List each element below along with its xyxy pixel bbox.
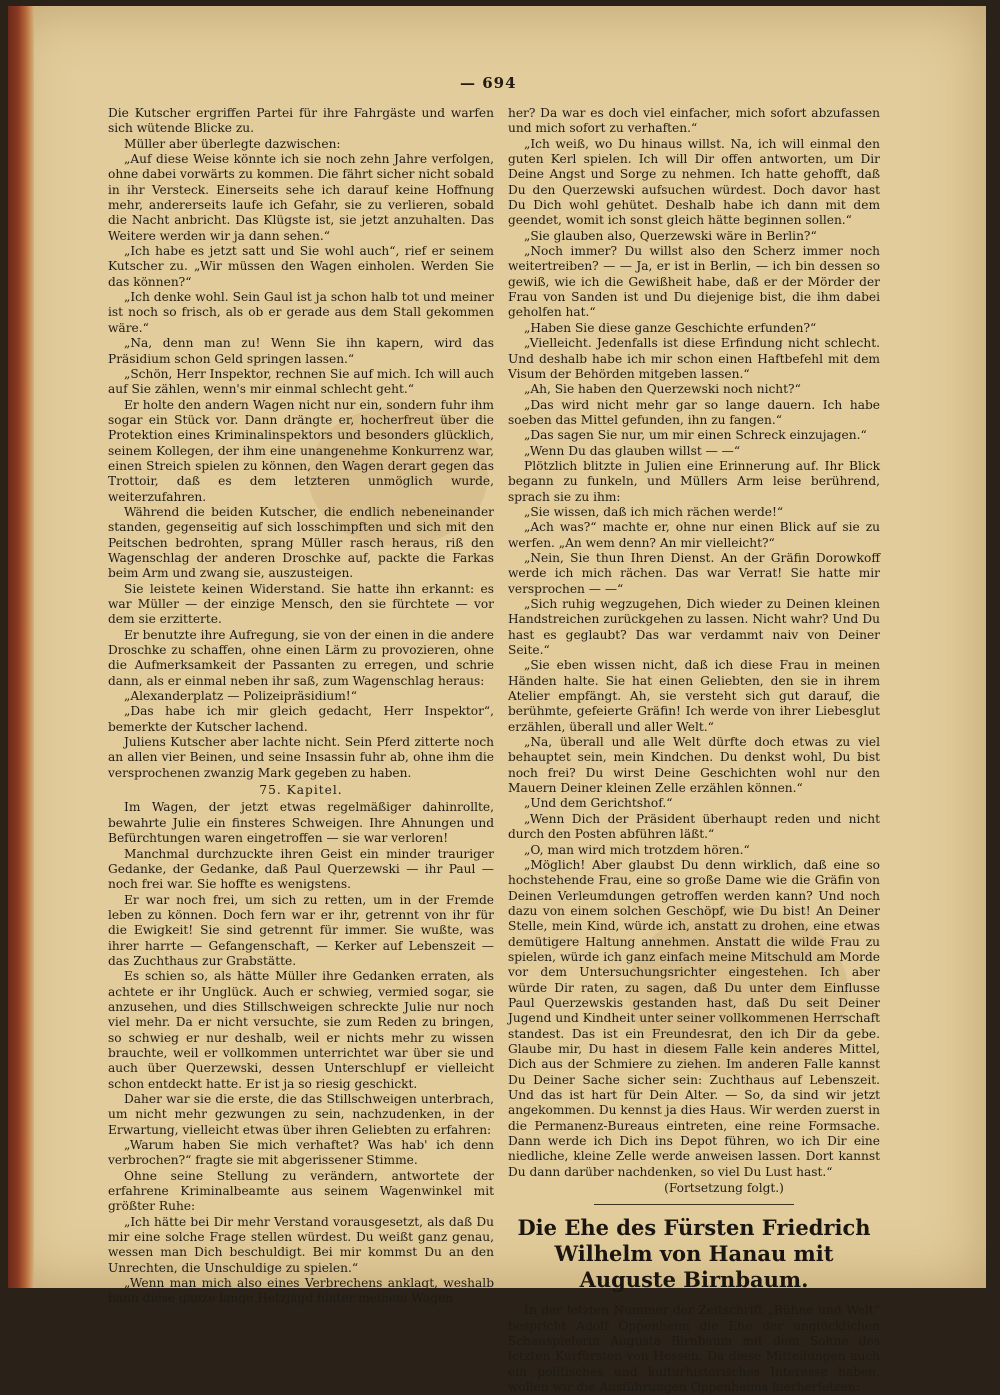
paragraph: Sie leistete keinen Widerstand. Sie hatte ihn erkannt: es war Müller — der einzige Mensch, den sie fürchtete — vor dem sie erzitterte. xyxy=(108,581,494,627)
paragraph: Juliens Kutscher aber lachte nicht. Sein Pferd zitterte noch an allen vier Beinen, und seine Insassin fuhr ab, ohne ihm die versprochenen zwanzig Mark gegeben zu haben. xyxy=(108,735,494,780)
paragraph: „Wenn Dich der Präsident überhaupt reden und nicht durch den Posten abführen läßt.“ xyxy=(508,811,880,842)
paragraph: Daher war sie die erste, die das Stillschweigen unterbrach, um nicht mehr gezwungen zu sein, nachzudenken, in der Erwartung, vielleicht etwas über ihren Geliebten zu erfahren: xyxy=(108,1092,494,1137)
right-column xyxy=(508,106,880,1395)
paragraph: „Das wird nicht mehr gar so lange dauern. Ich habe soeben das Mittel gefunden, ihn zu fangen.“ xyxy=(508,397,880,427)
paragraph: „Sich ruhig wegzugehen, Dich wieder zu Deinen kleinen Handstreichen zurückgehen zu lassen. Nicht wahr? Und Du hast es geglaubt? Das war verdammt naiv von Deiner Seite.“ xyxy=(508,597,880,658)
paragraph: „Sie wissen, daß ich mich rächen werde!“ xyxy=(524,504,784,519)
paragraph: „Ich habe es jetzt satt und Sie wohl auch“, rief er seinem Kutscher zu. „Wir müssen den Wagen einholen. Werden Sie das können?“ xyxy=(108,244,494,289)
paragraph: „Auf diese Weise könnte ich sie noch zehn Jahre verfolgen, ohne dabei vorwärts zu kommen. Die fährt sicher nicht sobald in ihr Versteck. Einerseits sehe ich darauf keine Hoffnung mehr, andererseits laufe ich Gefahr, sie zu verlieren, sobald die Nacht anbricht. Das Klügste ist, sie jetzt anzuhalten. Das Weitere werden wir ja dann sehen.“ xyxy=(108,152,494,243)
paragraph: „Na, denn man zu! Wenn Sie ihn kapern, wird das Präsidium schon Geld springen lassen.“ xyxy=(108,336,494,366)
paragraph: „Sie eben wissen nicht, daß ich diese Frau in meinen Händen halte. Sie hat einen Geliebten, den sie in ihrem Atelier empfängt. Ah, sie versteht sich gut darauf, die berühmte, gefeierte Gräfin! Ich werde von ihrer Liebesglut erzählen, überall und aller Welt.“ xyxy=(508,658,880,734)
book-binding xyxy=(8,6,34,1288)
paragraph: Im Wagen, der jetzt etwas regelmäßiger dahinrollte, bewahrte Julie ein finsteres Schweigen. Ihre Ahnungen und Befürchtungen waren eingetroffen — sie war verloren! xyxy=(108,800,494,846)
left-column xyxy=(108,106,494,1307)
paragraph: „Alexanderplatz — Polizeipräsidium!“ xyxy=(124,689,357,704)
paragraph: „Warum haben Sie mich verhaftet? Was hab' ich denn verbrochen?“ fragte sie mit abgerissener Stimme. xyxy=(108,1138,494,1168)
paragraph: Manchmal durchzuckte ihren Geist ein minder trauriger Gedanke, der Gedanke, daß Paul Querzewski — ihr Paul — noch frei war. Sie hoffte es wenigstens. xyxy=(108,846,494,892)
paragraph: „Ach was?“ machte er, ohne nur einen Blick auf sie zu werfen. „An wem denn? An mir vielleicht?“ xyxy=(508,520,880,550)
paragraph: „Noch immer? Du willst also den Scherz immer noch weitertreiben? — — Ja, er ist in Berlin, — ich bin dessen so gewiß, wie ich die Gewißheit habe, daß er der Mörder der Frau von Sanden ist und Du diejenige bist, die ihm dabei geholfen hat.“ xyxy=(508,244,880,320)
continuation-note: (Fortsetzung folgt.) xyxy=(664,1181,784,1196)
paragraph: „Ich hätte bei Dir mehr Verstand vorausgesetzt, als daß Du mir eine solche Frage stellen würdest. Du weißt ganz genau, wessen man Dich beschuldigt. Bei mir kommst Du an den Unrechten, die Unschuldige zu spielen.“ xyxy=(108,1214,494,1275)
newspaper-page xyxy=(8,6,986,1395)
paragraph: „Haben Sie diese ganze Geschichte erfunden?“ xyxy=(524,320,817,335)
paragraph: „Ich weiß, wo Du hinaus willst. Na, ich will einmal den guten Kerl spielen. Ich will Dir offen antworten, um Dir Deine Angst und Sorge zu nehmen. Ich hatte gehofft, daß Du den Querzewski aufsuchen würdest. Doch davor hast Du Dich wohl gehütet. Deshalb habe ich dann mit dem geendet, womit ich sonst gleich hätte beginnen sollen.“ xyxy=(508,136,880,228)
paragraph: Er benutzte ihre Aufregung, sie von der einen in die andere Droschke zu schaffen, ohne einen Lärm zu provozieren, ohne die Aufmerksamkeit der Passanten zu erregen, und schrie dann, als er einmal neben ihr saß, zum Wagenschlag heraus: xyxy=(108,627,494,688)
paragraph: „Wenn man mich also eines Verbrechens anklagt, weshalb bann diese ganze lange Hetzjagd hinter meinem Wagen xyxy=(108,1276,494,1306)
page-number: — 694 xyxy=(460,74,517,92)
paragraph: „Ich denke wohl. Sein Gaul ist ja schon halb tot und meiner ist noch so frisch, als ob er gerade aus dem Stall gekommen wäre.“ xyxy=(108,290,494,335)
paragraph: „Sie glauben also, Querzewski wäre in Berlin?“ xyxy=(524,228,817,243)
paragraph: Er war noch frei, um sich zu retten, um in der Fremde leben zu können. Doch fern war er ihr, getrennt von ihr für die Ewigkeit! Sie sind getrennt für immer. Sie wußte, was ihrer harrte — Gefangenschaft, — Kerker auf Lebenszeit — das Zuchthaus zur Grabstätte. xyxy=(108,892,494,968)
paragraph: Es schien so, als hätte Müller ihre Gedanken erraten, als achtete er ihr Unglück. Auch er schwieg, vermied sogar, sie anzusehen, und dies Stillschweigen schreckte Julie nur noch viel mehr. Da er nicht versuchte, sie zum Reden zu bringen, so schwieg er nur deshalb, weil er nichts mehr zu wissen brauchte, weil er vollkommen unterrichtet war über sie und auch über Querzewski, dessen Unterschlupf er vielleicht schon entdeckt hatte. Er ist ja so riesig geschickt. xyxy=(108,969,494,1091)
paragraph: her? Da war es doch viel einfacher, mich sofort abzufassen und mich sofort zu verhaften.“ xyxy=(508,106,880,136)
paragraph: „Möglich! Aber glaubst Du denn wirklich, daß eine so hochstehende Frau, eine so große Dame wie die Gräfin von Deinen Verleumdungen getroffen werden kann? Und noch dazu von einem solchen Geschöpf, wie Du bist! An Deiner Stelle, mein Kind, würde ich, anstatt zu drohen, eine etwas demütigere Haltung annehmen. Anstatt die wilde Frau zu spielen, würde ich ganz einfach meine Mitschuld am Morde vor dem Untersuchungsrichter eingestehen. Ich aber würde Dir raten, zu sagen, daß Du unter dem Einflusse Paul Querzewskis gestanden hast, daß Du seit Deiner Jugend und Kindheit unter seiner vollkommenen Herrschaft standest. Das ist ein Freundesrat, den ich Dir da gebe. Glaube mir, Du hast in diesem Falle kein anderes Mittel, Dich aus der Schmiere zu ziehen. Im anderen Falle kannst Du Deiner Sache sicher sein: Zuchthaus auf Lebenszeit. Und das ist hart für Dein Alter. — So, da sind wir jetzt angekommen. Du kennst ja dies Haus. Wir werden zuerst in die Permanenz-Bureaus eintreten, eine reine Formsache. Dann werde ich Dich ins Depot führen, wo ich Dir eine niedliche, kleine Zelle werde anweisen lassen. Dort kannst Du dann darüber nachdenken, so viel Du Lust hast.“ xyxy=(508,857,880,1179)
paragraph: Müller aber überlegte dazwischen: xyxy=(124,136,341,151)
section-divider xyxy=(594,1204,794,1205)
paragraph: In der letzten Nummer der Zeitschrift „Bühne und Welt“ bespricht Adolf Oppenheim die Ehe der unglücklichen Schauspielerin Auguste Birnbaum mit dem Sohne des letzten Kurfürsten von Hessen. Da diese Mitteilungen auch ein politisches und kulturhistorisches Interesse haben, wollen wir die Ausführungen Oppenheims hierherſetzen: xyxy=(508,1303,880,1395)
article-title: Die Ehe des Fürsten Friedrich Wilhelm von Hanau mit Auguste Birnbaum. xyxy=(517,1215,871,1293)
paragraph: „Das habe ich mir gleich gedacht, Herr Inspektor“, bemerkte der Kutscher lachend. xyxy=(108,704,494,734)
paragraph: Die Kutscher ergriffen Partei für ihre Fahrgäste und warfen sich wütende Blicke zu. xyxy=(108,106,494,136)
paragraph: „Nein, Sie thun Ihren Dienst. An der Gräfin Dorowkoff werde ich mich rächen. Das war Verrat! Sie hatte mir versprochen — —“ xyxy=(508,550,880,596)
paragraph: „Wenn Du das glauben willst — —“ xyxy=(524,443,741,458)
paragraph: Während die beiden Kutscher, die endlich nebeneinander standen, gegenseitig auf sich losschimpften und sich mit den Peitschen bedrohten, sprang Müller rasch heraus, riß den Wagenschlag der anderen Droschke auf, packte die Farkas beim Arm und zwang sie, auszusteigen. xyxy=(108,504,494,581)
paragraph: Er holte den andern Wagen nicht nur ein, sondern fuhr ihm sogar ein Stück vor. Dann drängte er, hocherfreut über die Protektion eines Kriminalinspektors und besonders glücklich, seinem Kollegen, der ihm eine unangenehme Konkurrenz war, einen Streich spielen zu können, den Wagen derart gegen das Trottoir, daß es dem letzteren unmöglich wurde, weiterzufahren. xyxy=(108,397,494,504)
paragraph: „Und dem Gerichtshof.“ xyxy=(524,796,673,811)
paragraph: Ohne seine Stellung zu verändern, antwortete der erfahrene Kriminalbeamte aus seinem Wagenwinkel mit größter Ruhe: xyxy=(108,1168,494,1214)
paragraph: „Das sagen Sie nur, um mir einen Schreck einzujagen.“ xyxy=(524,428,867,443)
paragraph: „Ah, Sie haben den Querzewski noch nicht?“ xyxy=(524,382,801,397)
paragraph: „Na, überall und alle Welt dürfte doch etwas zu viel behauptet sein, mein Kindchen. Du denkst wohl, Du bist noch frei? Du wirst Deine Geschichten wohl nur den Mauern Deiner kleinen Zelle erzählen können.“ xyxy=(508,735,880,796)
chapter-heading: 75. Kapitel. xyxy=(259,783,343,798)
paragraph: „Vielleicht. Jedenfalls ist diese Erfindung nicht schlecht. Und deshalb habe ich mir schon einen Haftbefehl mit dem Visum der Behörden mitgeben lassen.“ xyxy=(508,336,880,381)
paragraph: Plötzlich blitzte in Julien eine Erinnerung auf. Ihr Blick begann zu funkeln, und Müllers Arm leise berührend, sprach sie zu ihm: xyxy=(508,458,880,504)
paragraph: „O, man wird mich trotzdem hören.“ xyxy=(524,842,750,857)
paragraph: „Schön, Herr Inspektor, rechnen Sie auf mich. Ich will auch auf Sie zählen, wenn's mir einmal schlecht geht.“ xyxy=(108,366,494,397)
